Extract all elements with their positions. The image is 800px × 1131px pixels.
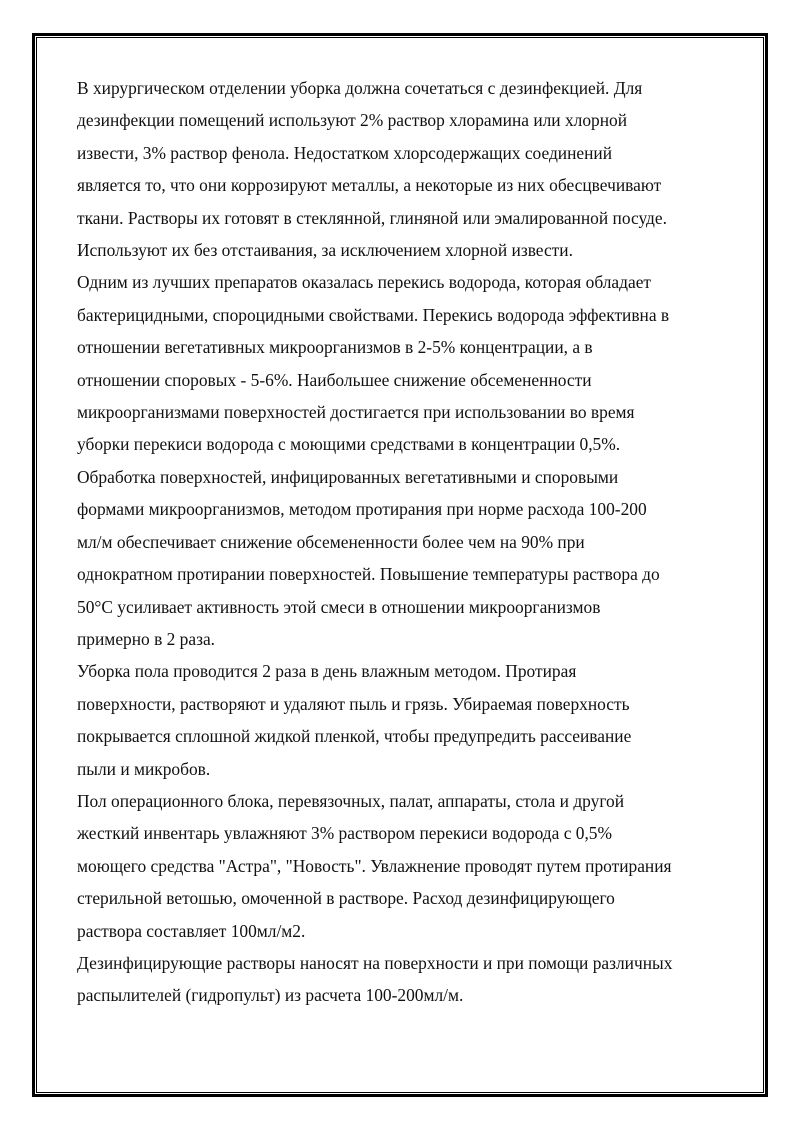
- text-line: примерно в 2 раза.: [77, 628, 216, 649]
- text-line: ткани. Растворы их готовят в стеклянной, глиняной или эмалированной посуде.: [77, 207, 667, 228]
- text-line: формами микроорганизмов, методом протирания при норме расхода 100-200: [77, 499, 647, 520]
- text-line: бактерицидными, спороцидными свойствами. Перекись водорода эффективна в: [77, 304, 670, 325]
- text-line: моющего средства "Астра", "Новость". Увлажнение проводят путем протирания: [77, 855, 672, 876]
- text-line: покрывается сплошной жидкой пленкой, чтобы предупредить рассеивание: [77, 726, 632, 747]
- text-line: извести, 3% раствор фенола. Недостатком хлорсодержащих соединений: [77, 142, 613, 163]
- text-line: стерильной ветошью, омоченной в растворе. Расход дезинфицирующего: [77, 888, 615, 909]
- text-line: дезинфекции помещений используют 2% раствор хлорамина или хлорной: [77, 110, 628, 131]
- text-line: поверхности, растворяют и удаляют пыль и грязь. Убираемая поверхность: [77, 693, 630, 714]
- text-line: жесткий инвентарь увлажняют 3% раствором перекиси водорода с 0,5%: [77, 823, 612, 844]
- text-line: Используют их без отстаивания, за исключением хлорной извести.: [77, 240, 573, 261]
- text-line: 50°С усиливает активность этой смеси в отношении микроорганизмов: [77, 596, 601, 617]
- text-line: пыли и микробов.: [77, 758, 211, 779]
- text-line: Уборка пола проводится 2 раза в день влажным методом. Протирая: [77, 661, 577, 682]
- text-line: раствора составляет 100мл/м2.: [77, 920, 306, 941]
- text-line: распылителей (гидропульт) из расчета 100-200мл/м.: [77, 985, 464, 1006]
- text-line: уборки перекиси водорода с моющими средствами в концентрации 0,5%.: [77, 434, 621, 455]
- text-line: отношении вегетативных микроорганизмов в 2-5% концентрации, а в: [77, 337, 593, 358]
- text-line: Обработка поверхностей, инфицированных вегетативными и споровыми: [77, 466, 619, 487]
- text-line: является то, что они коррозируют металлы, а некоторые из них обесцвечивают: [77, 175, 662, 196]
- text-line: мл/м обеспечивает снижение обсемененности более чем на 90% при: [77, 531, 585, 552]
- text-line: Одним из лучших препаратов оказалась перекись водорода, которая обладает: [77, 272, 652, 293]
- text-line: однократном протирании поверхностей. Повышение температуры раствора до: [77, 564, 660, 585]
- text-line: Пол операционного блока, перевязочных, палат, аппараты, стола и другой: [77, 790, 625, 811]
- document-body: [77, 72, 737, 1012]
- text-line: микроорганизмами поверхностей достигается при использовании во время: [77, 402, 635, 423]
- text-line: Дезинфицирующие растворы наносят на поверхности и при помощи различных: [77, 952, 673, 973]
- text-line: В хирургическом отделении уборка должна сочетаться с дезинфекцией. Для: [77, 78, 643, 98]
- text-line: отношении споровых - 5-6%. Наибольшее снижение обсемененности: [77, 369, 592, 390]
